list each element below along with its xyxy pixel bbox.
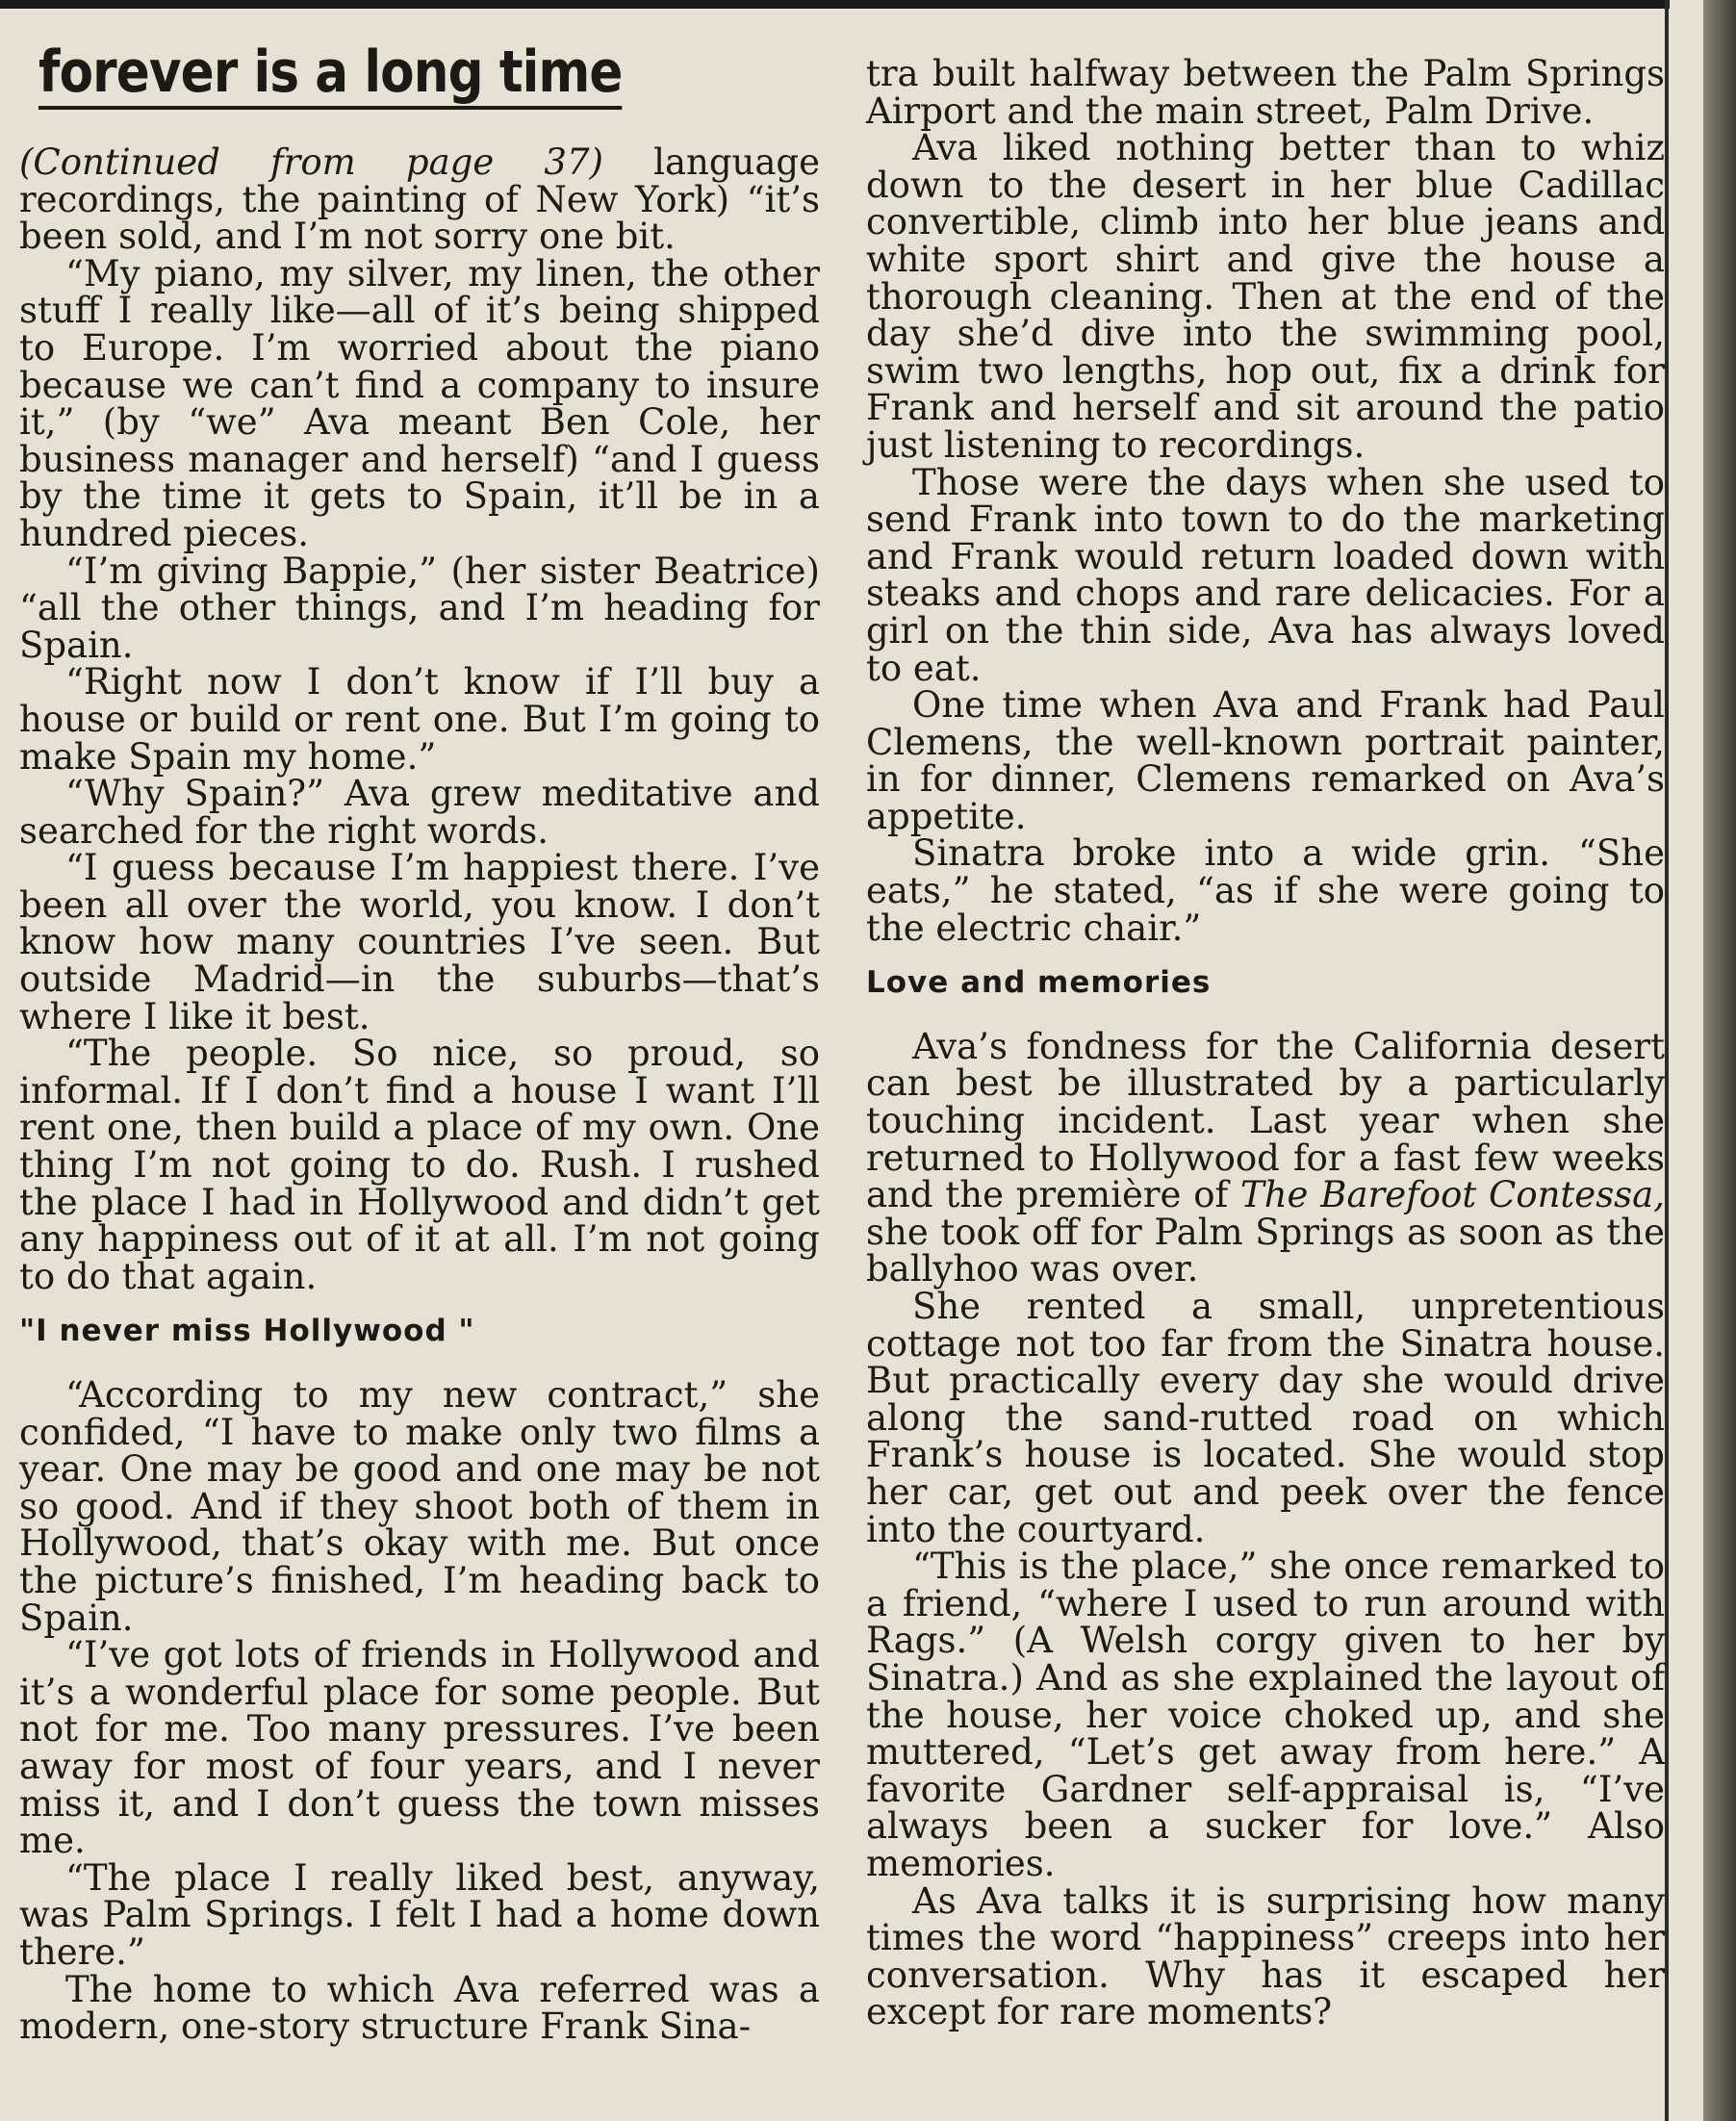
paragraph: “I guess because I’m happiest there. I’ve been all over the world, you know. I don’t know how many countries I’ve seen. But outside Madrid—in the suburbs—that’s where I like it best.: [19, 847, 820, 1037]
paragraph-text: language recordings, the painting of New York) “it’s been sold, and I’m not sorry one bit.: [19, 141, 820, 258]
paragraph: “Right now I don’t know if I’ll buy a house or build or rent one. But I’m going to make Spain my home.”: [19, 661, 820, 778]
subheading: "I never miss Hollywood ": [19, 1314, 475, 1349]
paragraph: Ava liked nothing better than to whiz down to the desert in her blue Cadillac convertible, climb into her blue jeans and white sport shirt and give the house a thorough cleaning. Then at the end of the day she’d dive into the swimming pool, swim two lengths, hop out, fix a drink for Frank and herself and sit around the patio just listening to recordings.: [866, 127, 1665, 466]
paragraph: tra built halfway between the Palm Springs Airport and the main street, Palm Drive.: [866, 53, 1665, 132]
paragraph: “I’m giving Bappie,” (her sister Beatrice) “all the other things, and I’m heading for Spain.: [19, 549, 820, 666]
film-title: The Barefoot Contessa,: [1240, 1174, 1665, 1216]
paragraph: Sinatra broke into a wide grin. “She eats,” he stated, “as if she were going to the electric chair.”: [866, 832, 1665, 949]
paragraph: “The people. So nice, so proud, so informal. If I don’t find a house I want I’ll rent one, then build a place of my own. One thing I’m not going to do. Rush. I rushed the place I had in Hollywood and didn’t get any happiness out of it at all. I’m not going to do that again.: [19, 1033, 820, 1297]
page-spine-shadow: [1703, 0, 1736, 2121]
paragraph: She rented a small, unpretentious cottage not too far from the Sinatra house. But practically every day she would drive along the sand-rutted road on which Frank’s house is located. She would stop her car, get out and peek over the fence into the courtyard.: [866, 1286, 1665, 1550]
page-title: forever is a long time: [38, 38, 623, 110]
paragraph: “According to my new contract,” she confided, “I have to make only two films a year. One may be good and one may be not so good. And if they shoot both of them in Hollywood, that’s okay with me. But once the picture’s finished, I’m heading back to Spain.: [19, 1374, 820, 1639]
paragraph-text: she took off for Palm Springs as soon as the ballyhoo was over.: [866, 1211, 1665, 1290]
column-rule: [1665, 0, 1669, 2121]
paragraph: Those were the days when she used to send Frank into town to do the marketing and Frank would return loaded down with steaks and chops and rare delicacies. For a girl on the thin side, Ava has always loved to eat.: [866, 461, 1665, 689]
paragraph: [19, 141, 820, 258]
paragraph: “The place I really liked best, anyway, was Palm Springs. I felt I had a home down there.”: [19, 1856, 820, 1973]
paragraph-text: Ava’s fondness for the California desert can best be illustrated by a particularly touching incident. Last year when she returned to Hollywood for a fast few weeks and the première of: [866, 1025, 1665, 1216]
paragraph: “Why Spain?” Ava grew meditative and searched for the right words.: [19, 773, 820, 852]
paragraph: As Ava talks it is surprising how many times the word “happiness” creeps into her conversation. Why has it escaped her except for rare moments?: [866, 1879, 1665, 2033]
left-column: [19, 38, 820, 2046]
paragraph: The home to which Ava referred was a modern, one-story structure Frank Sina-: [19, 1968, 820, 2048]
right-column: [866, 53, 1665, 2033]
subheading: Love and memories: [866, 965, 1212, 1001]
paragraph: “I’ve got lots of friends in Hollywood and it’s a wonderful place for some people. But not for me. Too many pressures. I’ve been away for most of four years, and I never miss it, and I don’t guess the town misses me.: [19, 1634, 820, 1862]
paragraph: [866, 1025, 1665, 1290]
top-rule: [0, 0, 1670, 9]
paragraph: “This is the place,” she once remarked to a friend, “where I used to run around with Rags.” (A Welsh corgy given to her by Sinatra.) And as she explained the layout of the house, her voice choked up, and she muttered, “Let’s get away from here.” A favorite Gardner self-appraisal is, “I’ve always been a sucker for love.” Also memories.: [866, 1546, 1665, 1884]
lead-in: (Continued from page 37): [19, 141, 603, 183]
paragraph: One time when Ava and Frank had Paul Clemens, the well-known portrait painter, in for dinner, Clemens remarked on Ava’s appetite.: [866, 684, 1665, 837]
paragraph: “My piano, my silver, my linen, the other stuff I really like—all of it’s being shipped to Europe. I’m worried about the piano because we can’t find a company to insure it,” (by “we” Ava meant Ben Cole, her business manager and herself) “and I guess by the time it gets to Spain, it’ll be in a hundred pieces.: [19, 252, 820, 554]
